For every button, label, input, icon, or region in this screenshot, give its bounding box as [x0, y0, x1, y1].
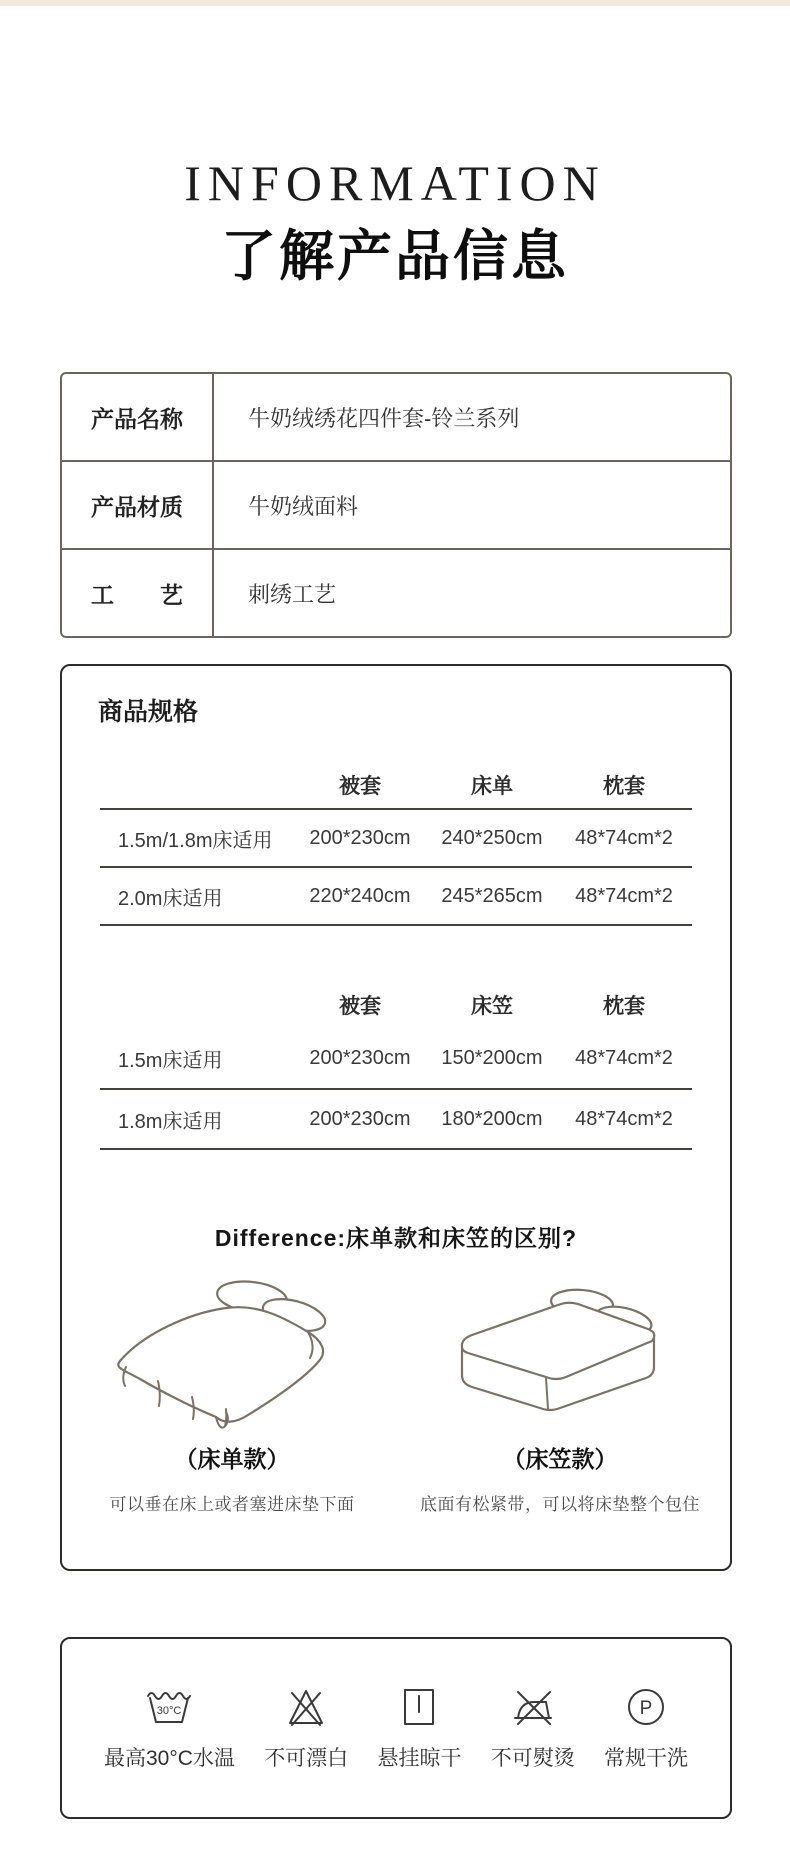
cell: 48*74cm*2: [575, 884, 673, 907]
care-item-dry: [377, 1684, 461, 1772]
cell: 48*74cm*2: [575, 1046, 673, 1069]
column-header: 被套: [339, 995, 381, 1019]
no-bleach-icon: [283, 1684, 329, 1730]
column-header: 被套: [339, 775, 381, 799]
dry-clean-icon: [623, 1684, 669, 1730]
table-row: [62, 868, 730, 924]
cell: 200*230cm: [309, 1046, 411, 1069]
care-item-dryclean: [604, 1684, 688, 1772]
fitted-sheet-label: （床笠款）: [502, 1446, 618, 1473]
difference-illustrations: [62, 1275, 730, 1515]
cell: 200*230cm: [309, 826, 411, 849]
cell: 180*200cm: [441, 1107, 543, 1130]
cell: 240*250cm: [441, 826, 543, 849]
divider: [100, 1148, 692, 1150]
table-row: [62, 1090, 730, 1148]
product-name-value: 牛奶绒绣花四件套-铃兰系列: [248, 405, 520, 431]
cell: 48*74cm*2: [575, 1107, 673, 1130]
specs-table-fitted: [62, 982, 730, 1150]
table-row: [62, 460, 730, 548]
table-header-row: [62, 762, 730, 808]
flat-sheet-item: [92, 1275, 372, 1515]
page-title-en: INFORMATION: [184, 155, 606, 211]
cell: 48*74cm*2: [575, 826, 673, 849]
cell: 200*230cm: [309, 1107, 411, 1130]
table-row: [62, 548, 730, 636]
row-label: 1.5m/1.8m床适用: [118, 829, 273, 852]
no-iron-icon: [510, 1684, 556, 1730]
fitted-sheet-bed-illustration: [430, 1275, 690, 1435]
care-item-bleach: [264, 1684, 348, 1772]
top-strip: [0, 0, 790, 6]
care-label: 不可熨烫: [490, 1747, 575, 1771]
care-instructions-box: [60, 1637, 732, 1819]
row-label: 2.0m床适用: [118, 887, 223, 910]
care-label: 常规干洗: [603, 1747, 688, 1771]
specs-title: 商品规格: [98, 698, 199, 727]
flat-sheet-bed-illustration: [102, 1275, 362, 1435]
cell: 220*240cm: [309, 884, 411, 907]
table-row: [62, 1028, 730, 1088]
cell: 245*265cm: [441, 884, 543, 907]
product-name-label: 产品名称: [62, 374, 214, 460]
cell: 150*200cm: [441, 1046, 543, 1069]
care-item-iron: [491, 1684, 575, 1772]
specs-box: [60, 664, 732, 1571]
column-header: 枕套: [603, 995, 645, 1019]
table-row: [62, 810, 730, 866]
svg-text:30°C: 30°C: [157, 1705, 182, 1718]
care-label: 最高30°C水温: [104, 1747, 235, 1771]
product-info-table: [60, 372, 732, 638]
care-label: 不可漂白: [264, 1747, 349, 1771]
wash-30c-icon: [144, 1684, 194, 1730]
row-label: 1.5m床适用: [118, 1049, 223, 1072]
flat-sheet-label: （床单款）: [174, 1446, 290, 1473]
product-craft-value: 刺绣工艺: [248, 581, 337, 607]
fitted-sheet-desc: 底面有松紧带，可以将床垫整个包住: [420, 1495, 700, 1515]
column-header: 床笠: [471, 995, 513, 1019]
page-title-zh: 了解产品信息: [220, 225, 569, 287]
product-material-label: 产品材质: [62, 462, 214, 548]
row-label: 1.8m床适用: [118, 1110, 223, 1133]
product-material-value: 牛奶绒面料: [248, 493, 359, 519]
svg-text:P: P: [639, 1698, 653, 1720]
care-label: 悬挂晾干: [377, 1747, 462, 1771]
fitted-sheet-item: [420, 1275, 700, 1515]
flat-sheet-desc: 可以垂在床上或者塞进床垫下面: [109, 1495, 355, 1515]
specs-table-sheet: [62, 762, 730, 926]
table-header-row: [62, 982, 730, 1028]
care-item-wash: [104, 1684, 235, 1772]
divider: [100, 924, 692, 926]
column-header: 床单: [471, 775, 513, 799]
table-row: [62, 374, 730, 460]
hang-dry-icon: [396, 1684, 442, 1730]
column-header: 枕套: [603, 775, 645, 799]
difference-title: Difference:床单款和床笠的区别?: [214, 1225, 578, 1252]
product-craft-label: 工 艺: [62, 550, 214, 636]
